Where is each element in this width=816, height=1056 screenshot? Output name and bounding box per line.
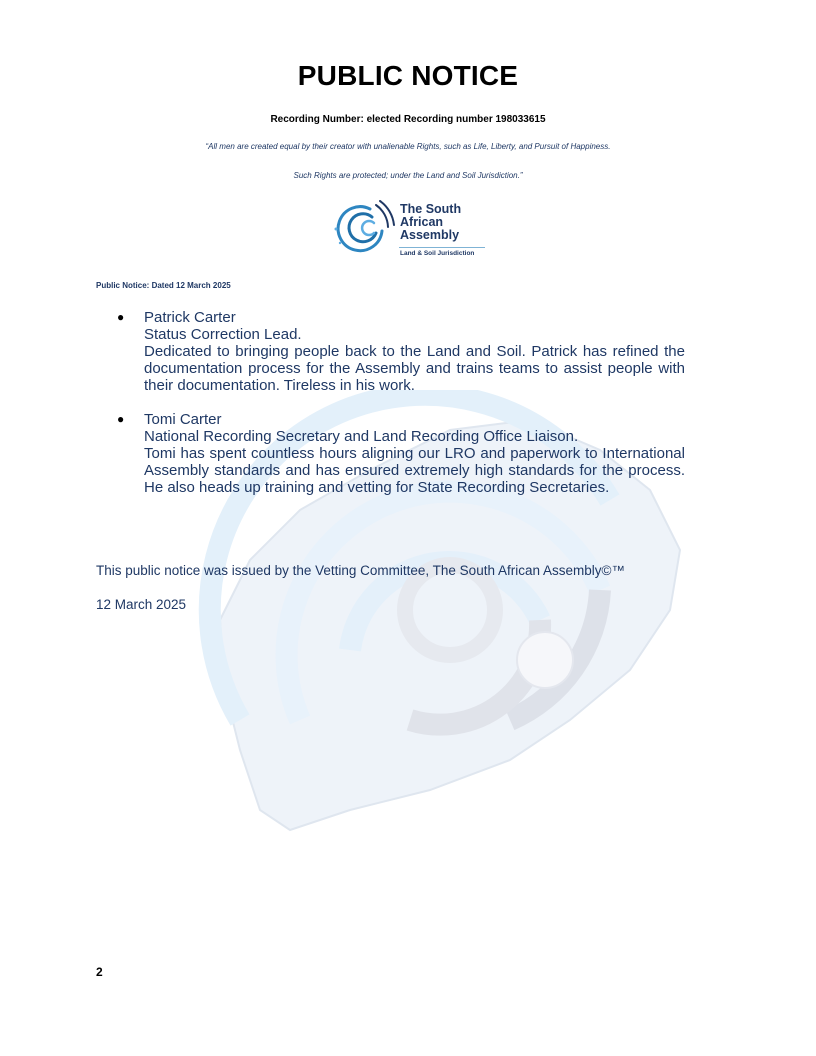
page-title: PUBLIC NOTICE <box>297 60 519 91</box>
member-description: Tomi has spent countless hours aligning our LRO and paperwork to International Assembly standards and has ensured extremely high standards for the process. He also heads up training and vetting for State Recording Secretaries. <box>144 445 685 496</box>
list-item <box>117 411 685 496</box>
logo-line-2: African <box>400 215 444 229</box>
member-name: Tomi Carter <box>144 411 222 428</box>
notice-date: Public Notice: Dated 12 March 2025 <box>96 281 231 290</box>
member-role: National Recording Secretary and Land Recording Office Liaison. <box>144 428 579 445</box>
member-list <box>117 309 685 496</box>
bullet-icon: ● <box>117 412 125 426</box>
bullet-icon: ● <box>117 310 125 324</box>
member-description: Dedicated to bringing people back to the Land and Soil. Patrick has refined the documentation process for the Assembly and trains teams to assist people with their documentation. Tireless in his work. <box>144 343 685 394</box>
issued-by-statement: This public notice was issued by the Vetting Committee, The South African Assembly©™ <box>96 563 625 578</box>
logo-divider <box>399 247 485 248</box>
member-role: Status Correction Lead. <box>144 326 302 343</box>
logo-wordmark <box>400 203 461 242</box>
recording-number: Recording Number: elected Recording number 198033615 <box>270 114 546 125</box>
logo-subtitle: Land & Soil Jurisdiction <box>400 250 475 257</box>
list-item <box>117 309 685 394</box>
quote-line-1: “All men are created equal by their creator with unalienable Rights, such as Life, Liberty, and Pursuit of Happiness. <box>205 142 611 151</box>
member-name: Patrick Carter <box>144 309 236 326</box>
quote-line-2: Such Rights are protected; under the Land and Soil Jurisdiction.” <box>293 171 523 180</box>
logo-line-3: Assembly <box>400 228 460 242</box>
issued-date: 12 March 2025 <box>96 597 187 612</box>
page-number: 2 <box>96 965 103 979</box>
logo-line-1: The South <box>400 202 462 216</box>
